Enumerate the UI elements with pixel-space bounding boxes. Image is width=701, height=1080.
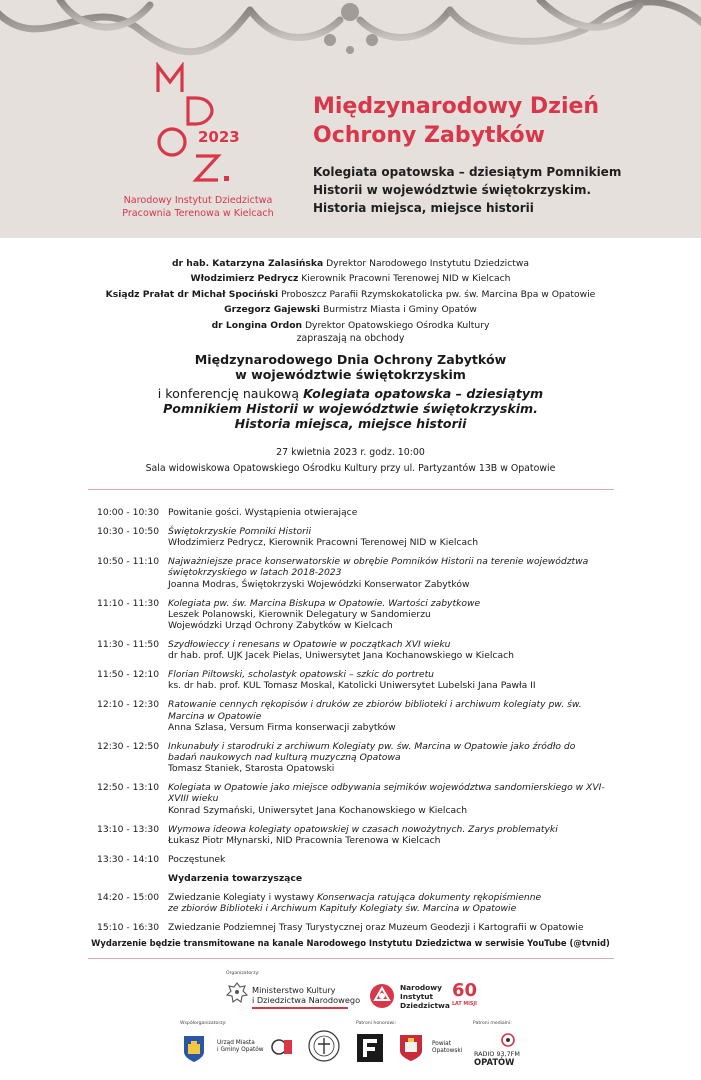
ministry-underline xyxy=(252,1007,348,1009)
nid-name xyxy=(400,983,450,1010)
coorganizers-label: Współorganizatorzy: xyxy=(180,1021,227,1026)
agenda-talk-title: Inkunabuły i starodruki z archiwum Kolegiaty pw. św. Marcina w Opatowie jako źródło do badań naukowych nad kulturą muzyczną Opatowa xyxy=(168,740,576,764)
event-date: 27 kwietnia 2023 r. godz. 10:00 xyxy=(276,447,425,458)
host-line xyxy=(0,302,701,317)
organizers-label: Organizatorzy: xyxy=(226,971,260,976)
agenda-time: 10:50 - 11:10 xyxy=(97,556,160,568)
agenda-description xyxy=(168,598,607,632)
agenda-item xyxy=(97,699,607,733)
agenda xyxy=(97,507,607,941)
agenda-description xyxy=(168,922,607,933)
agenda-time: 13:30 - 14:10 xyxy=(97,853,160,865)
header-banner xyxy=(0,0,701,238)
agenda-time: 10:30 - 10:50 xyxy=(97,526,160,537)
nid-line-3: Dziedzictwa xyxy=(400,1001,450,1010)
nid-line-2: Instytut xyxy=(400,992,434,1001)
agenda-speaker xyxy=(168,892,607,903)
agenda-speaker: Leszek Polanowski, Kierownik Delegatury w Sandomierzu xyxy=(168,608,431,620)
nid-line-1: Narodowy xyxy=(400,983,442,992)
conference-name xyxy=(0,386,701,431)
agenda-item xyxy=(97,922,607,933)
baroque-ornament-decoration xyxy=(0,0,701,60)
agenda-item xyxy=(97,824,607,846)
radio-frequency: 93,7 xyxy=(496,1050,511,1058)
agenda-time: 14:20 - 15:00 xyxy=(97,891,160,903)
ministry-name xyxy=(252,985,360,1005)
host-name: Ksiądz Prałat dr Michał Spociński xyxy=(105,288,279,300)
mdoz-2023-logo-mark xyxy=(148,62,258,190)
institute-name xyxy=(118,194,278,220)
conference-title-part: Kolegiata opatowska – dziesiątym xyxy=(303,386,544,401)
radio-label: RADIO xyxy=(474,1050,495,1058)
agenda-time: 12:50 - 13:10 xyxy=(97,782,160,794)
host-name: dr hab. Katarzyna Zalasińska xyxy=(171,258,324,269)
invite-text: zapraszają na obchody xyxy=(296,333,405,344)
institute-line-2: Pracownia Terenowa w Kielcach xyxy=(122,208,274,219)
agenda-description xyxy=(168,639,607,661)
agenda-talk-title: Wymowa ideowa kolegiaty opatowskiej w czasach nowożytnych. Zarys problematyki xyxy=(168,823,558,835)
divider xyxy=(88,958,614,959)
conference-line-3: Historia miejsca, miejsce historii xyxy=(234,416,467,431)
event-name xyxy=(0,352,701,382)
host-role: Dyrektor Opatowskiego Ośrodka Kultury xyxy=(304,319,490,331)
agenda-item xyxy=(97,669,607,691)
mdoz-logo xyxy=(118,62,278,222)
subtitle-line-3: Historia miejsca, miejsce historii xyxy=(313,201,534,215)
logo-year: 2023 xyxy=(198,128,240,146)
host-role: Proboszcz Parafii Rzymskokatolicka pw. św. Marcina Bpa w Opatowie xyxy=(281,288,596,300)
agenda-time: 11:10 - 11:30 xyxy=(97,597,160,609)
nid-logo-icon xyxy=(368,982,396,1010)
town-office-name xyxy=(217,1040,264,1054)
event-line-2: w województwie świętokrzyskim xyxy=(235,367,466,382)
agenda-description xyxy=(168,892,607,914)
agenda-item xyxy=(97,639,607,661)
agenda-description xyxy=(168,507,607,518)
divider xyxy=(88,489,614,490)
agenda-list xyxy=(97,507,607,865)
agenda-talk-title: Świętokrzyskie Pomniki Historii xyxy=(168,526,311,537)
agenda-item xyxy=(97,854,607,865)
radio-logo-icon xyxy=(499,1032,517,1048)
agenda-speaker: Włodzimierz Pedrycz, Kierownik Pracowni Terenowej NID w Kielcach xyxy=(168,537,479,549)
agenda-speaker: Tomasz Staniek, Starosta Opatowski xyxy=(168,763,335,775)
agenda-description xyxy=(168,556,607,590)
subtitle-line-2: Historii w województwie świętokrzyskim. xyxy=(313,183,592,197)
polish-eagle-emblem-icon xyxy=(226,981,248,1007)
institute-line-1: Narodowy Instytut Dziedzictwa xyxy=(123,195,273,206)
title-line-2: Ochrony Zabytków xyxy=(313,123,545,148)
radio-name xyxy=(474,1050,520,1066)
agenda-time: 13:10 - 13:30 xyxy=(97,823,160,835)
agenda-item xyxy=(97,741,607,775)
agenda-speaker: Wojewódzki Urząd Ochrony Zabytków w Kielcach xyxy=(168,620,393,632)
county-coat-of-arms-icon xyxy=(398,1033,424,1063)
side-events-list xyxy=(97,892,607,933)
host-role: Burmistrz Miasta i Gminy Opatów xyxy=(322,304,477,316)
patron-emblem-icon xyxy=(356,1033,384,1063)
host-name: Włodzimierz Pedrycz xyxy=(190,273,299,285)
agenda-description xyxy=(168,824,607,846)
town-line-2: i Gminy Opatów xyxy=(217,1047,264,1053)
host-line xyxy=(0,256,701,271)
event-line-1: Międzynarodowego Dnia Ochrony Zabytków xyxy=(194,352,507,367)
agenda-description xyxy=(168,526,607,548)
agenda-description xyxy=(168,699,607,733)
nid-anniversary: 60 xyxy=(452,980,478,1001)
agenda-speaker: Zwiedzanie Podziemnej Trasy Turystycznej oraz Muzeum Geodezji i Kartografii w Opatowie xyxy=(168,922,584,934)
section-heading-row xyxy=(97,873,607,884)
agenda-time: 10:00 - 10:30 xyxy=(97,507,160,518)
agenda-speaker: Łukasz Piotr Młynarski, NID Pracownia Terenowa w Kielcach xyxy=(168,834,441,846)
subtitle-line-1: Kolegiata opatowska – dziesiątym Pomnikiem xyxy=(313,165,622,179)
agenda-speaker: dr hab. prof. UJK Jacek Pielas, Uniwersytet Jana Kochanowskiego w Kielcach xyxy=(168,650,514,662)
agenda-item xyxy=(97,782,607,816)
agenda-description xyxy=(168,782,607,816)
media-patrons-label: Patroni medialni: xyxy=(473,1021,512,1026)
hosts-list xyxy=(0,256,701,333)
agenda-exhibition-title: Konserwacja ratująca dokumenty rękopiśmienne xyxy=(316,891,542,903)
agenda-description xyxy=(168,854,607,865)
agenda-item xyxy=(97,598,607,632)
county-line-1: Powiat xyxy=(432,1041,452,1047)
agenda-talk-title: Kolegiata pw. św. Marcina Biskupa w Opatowie. Wartości zabytkowe xyxy=(168,597,481,609)
conference-line-1 xyxy=(0,386,701,401)
ministry-line-2: i Dziedzictwa Narodowego xyxy=(252,995,361,1005)
agenda-speaker: Poczęstunek xyxy=(168,853,226,865)
page-subtitle xyxy=(313,163,643,217)
agenda-speaker: Powitanie gości. Wystąpienia otwierające xyxy=(168,507,358,518)
host-line xyxy=(0,271,701,286)
agenda-description xyxy=(168,669,607,691)
town-line-1: Urząd Miasta xyxy=(217,1040,255,1046)
event-venue: Sala widowiskowa Opatowskiego Ośrodku Kultury przy ul. Partyzantów 13B w Opatowie xyxy=(145,463,556,474)
agenda-speaker: Anna Szlasa, Versum Firma konserwacji zabytków xyxy=(168,721,396,733)
agenda-item xyxy=(97,507,607,518)
title-line-1: Międzynarodowy Dzień xyxy=(313,94,600,119)
page-title xyxy=(313,92,673,150)
agenda-time: 12:30 - 12:50 xyxy=(97,740,160,752)
agenda-time: 11:50 - 12:10 xyxy=(97,669,160,681)
agenda-time: 15:10 - 16:30 xyxy=(97,922,160,934)
host-role: Dyrektor Narodowego Instytutu Dziedzictwa xyxy=(326,258,530,269)
conference-prefix: i konferencję naukową xyxy=(157,386,300,401)
agenda-talk-title: Florian Piltowski, scholastyk opatowski – szkic do portretu xyxy=(168,669,435,681)
host-name: dr Longina Ordon xyxy=(211,319,303,331)
agenda-description xyxy=(168,741,607,775)
county-name xyxy=(432,1041,462,1055)
host-role: Kierownik Pracowni Terenowej NID w Kielcach xyxy=(301,273,511,285)
stream-note: Wydarzenie będzie transmitowane na kanale Narodowego Instytutu Dziedzictwa w serwisie YouTube (@tvnid) xyxy=(91,938,610,948)
radio-line-2: OPATÓW xyxy=(474,1057,515,1067)
agenda-text: Zwiedzanie Kolegiaty i wystawy xyxy=(168,891,315,903)
culture-centre-logo-icon xyxy=(270,1034,296,1060)
agenda-talk-title: Szydłowieccy i renesans w Opatowie w początkach XVI wieku xyxy=(168,639,451,651)
honorary-patrons-label: Patroni honorowi: xyxy=(356,1021,397,1026)
section-title: Wydarzenia towarzyszące xyxy=(168,872,303,884)
host-line xyxy=(0,287,701,302)
agenda-time: 11:30 - 11:50 xyxy=(97,639,160,651)
agenda-speaker: ks. dr hab. prof. KUL Tomasz Moskal, Katolicki Uniwersytet Lubelski Jana Pawła II xyxy=(168,680,536,692)
agenda-talk-title: ze zbiorów Biblioteki i Archiwum Kapituły Kolegiaty św. Marcina w Opatowie xyxy=(168,903,517,915)
county-line-2: Opatowski xyxy=(432,1048,463,1054)
agenda-speaker: Konrad Szymański, Uniwersytet Jana Kochanowskiego w Kielcach xyxy=(168,804,468,816)
opatow-coat-of-arms-icon xyxy=(182,1034,206,1064)
conference-line-2: Pomnikiem Historii w województwie świętokrzyskim. xyxy=(163,401,538,416)
agenda-item xyxy=(97,526,607,548)
radio-unit: FM xyxy=(510,1050,520,1058)
agenda-talk-title: Najważniejsze prace konserwatorskie w obrębie Pomników Historii na terenie województwa świętokrzyskiego w latach 2018-2023 xyxy=(168,556,589,579)
agenda-item xyxy=(97,556,607,590)
agenda-talk-title: Ratowanie cennych rękopisów i druków ze zbiorów biblioteki i archiwum kolegiaty pw. św. Marcina w Opatowie xyxy=(168,699,582,722)
agenda-speaker: Joanna Modras, Świętokrzyski Wojewódzki Konserwator Zabytków xyxy=(168,578,470,590)
agenda-talk-title: Kolegiata w Opatowie jako miejsce odbywania sejmików województwa sandomierskiego w XVI-XVIII wieku xyxy=(168,782,605,805)
ministry-line-1: Ministerstwo Kultury xyxy=(252,985,336,995)
host-name: Grzegorz Gajewski xyxy=(224,304,321,316)
agenda-time: 12:10 - 12:30 xyxy=(97,699,160,711)
collegiate-seal-icon xyxy=(308,1030,340,1062)
nid-anniversary-sub: LAT MISJI xyxy=(452,1002,477,1007)
host-line xyxy=(0,318,701,333)
agenda-item xyxy=(97,892,607,914)
